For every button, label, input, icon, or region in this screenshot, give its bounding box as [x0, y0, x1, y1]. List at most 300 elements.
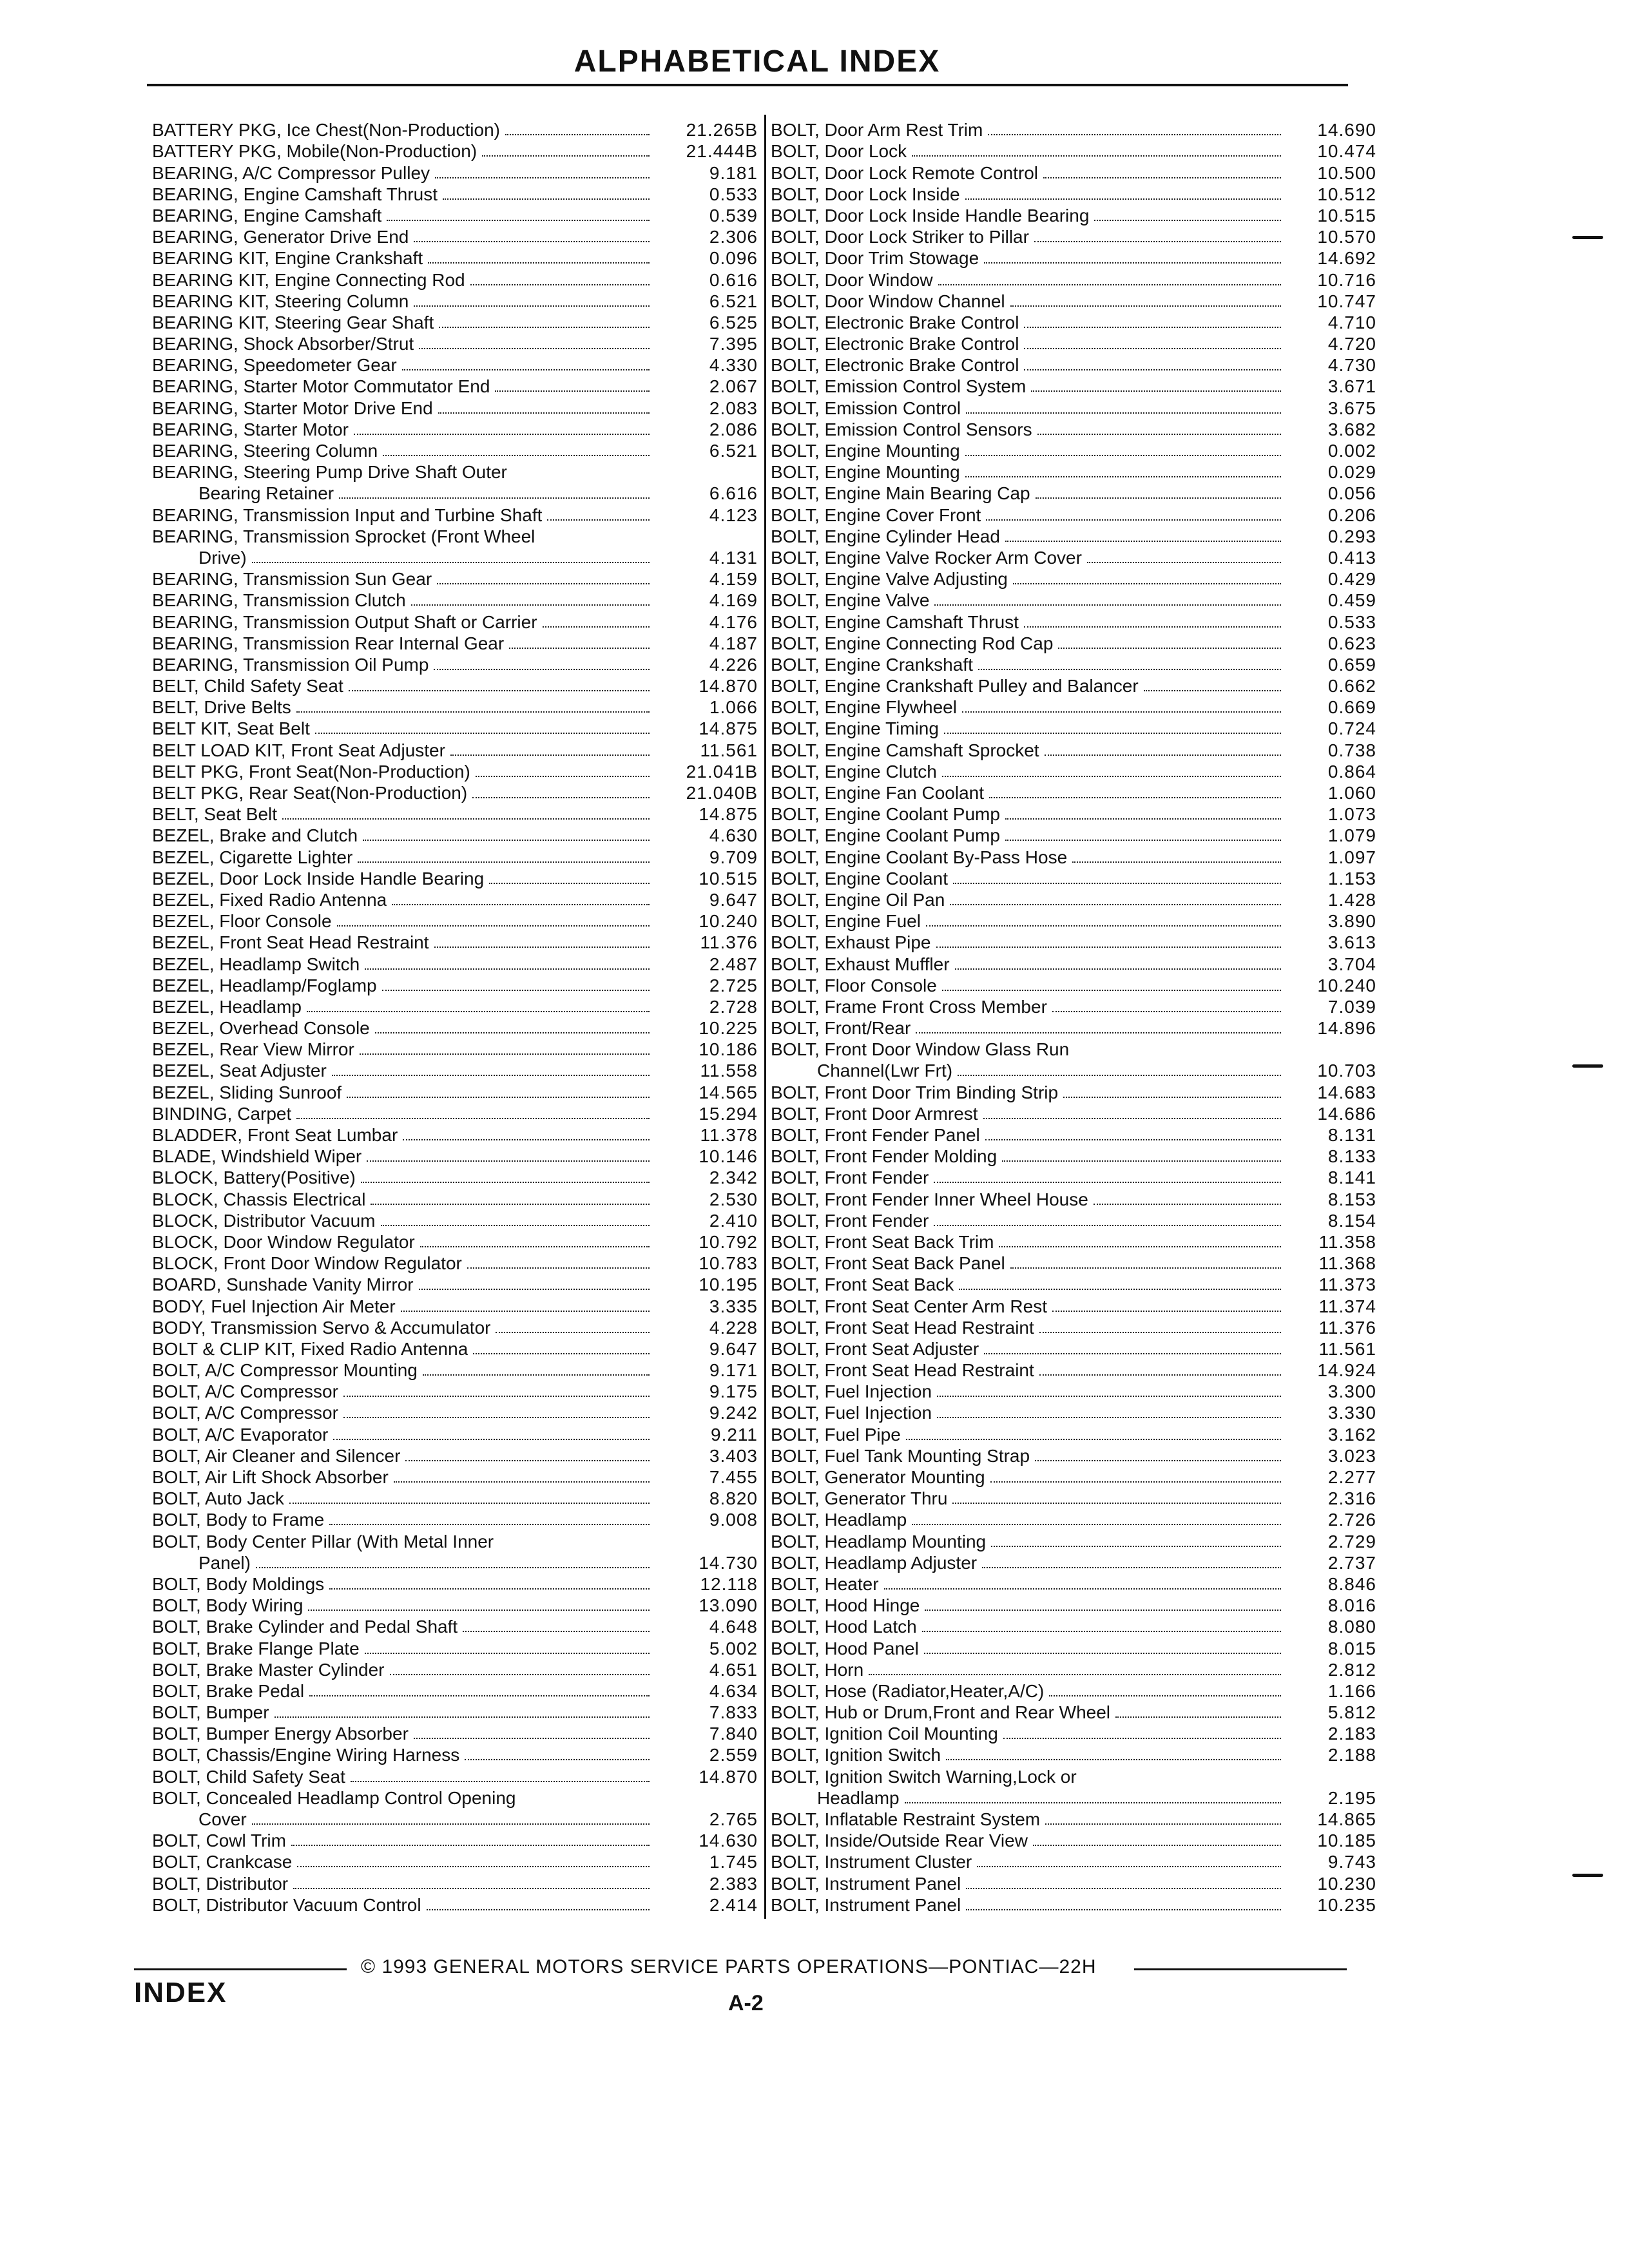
entry-page-reference: 2.342 [709, 1168, 758, 1188]
dot-leader [984, 1353, 1281, 1354]
entry-page-reference: 10.240 [699, 911, 758, 932]
dot-leader [965, 476, 1281, 477]
entry-name: BATTERY PKG, Ice Chest(Non-Production) [152, 120, 500, 140]
index-entry [152, 739, 758, 760]
index-entry [771, 1295, 1376, 1316]
dot-leader [329, 1524, 650, 1525]
dot-leader [403, 1139, 650, 1140]
entry-name: BOLT, Engine Valve Adjusting [771, 569, 1008, 590]
dot-leader [337, 925, 650, 927]
index-entry [152, 611, 758, 632]
entry-name: BOLT, Engine Coolant Pump [771, 825, 1000, 846]
entry-name: BEZEL, Brake and Clutch [152, 825, 358, 846]
entry-page-reference: 8.153 [1327, 1189, 1376, 1209]
index-entry [771, 291, 1376, 312]
index-entry [152, 1081, 758, 1102]
index-entry [771, 1253, 1376, 1274]
entry-page-reference: 7.395 [709, 334, 758, 354]
index-entry [771, 354, 1376, 376]
entry-page-reference: 21.040B [686, 783, 758, 803]
entry-page-reference: 9.709 [709, 847, 758, 867]
entry-name: BEARING, Transmission Output Shaft or Carrier [152, 611, 537, 632]
entry-name: BOLT, Ignition Coil Mounting [771, 1724, 998, 1744]
entry-name: BOLT, Front Door Window Glass Run [771, 1039, 1070, 1060]
dot-leader [363, 840, 650, 841]
entry-name: BOLT, Front Seat Back [771, 1274, 954, 1295]
dot-leader [1024, 369, 1281, 370]
entry-page-reference: 4.169 [709, 590, 758, 611]
entry-name: BOLT, Engine Valve [771, 590, 930, 611]
index-entry [152, 1809, 758, 1830]
index-entry [152, 1659, 758, 1680]
entry-name: BLOCK, Door Window Regulator [152, 1231, 415, 1252]
index-entry [152, 1274, 758, 1295]
entry-page-reference: 9.171 [709, 1360, 758, 1381]
entry-page-reference: 14.924 [1317, 1360, 1376, 1381]
entry-page-reference: 1.066 [709, 697, 758, 718]
entry-name: BOLT, Emission Control System [771, 376, 1027, 397]
entry-name: BOLT, Engine Valve Rocker Arm Cover [771, 547, 1082, 568]
entry-page-reference: 3.335 [709, 1296, 758, 1316]
entry-page-reference: 10.146 [699, 1146, 758, 1167]
entry-page-reference: 3.023 [1327, 1445, 1376, 1466]
right-entry-list [771, 119, 1376, 1916]
entry-name: BEARING, Steering Pump Drive Shaft Outer [152, 462, 507, 483]
dot-leader [966, 1888, 1281, 1889]
dot-leader [419, 1289, 650, 1290]
dot-leader [1094, 1204, 1281, 1205]
entry-page-reference: 2.277 [1327, 1467, 1376, 1487]
entry-name: BOLT, Crankcase [152, 1852, 293, 1872]
entry-name: BODY, Transmission Servo & Accumulator [152, 1317, 491, 1338]
dot-leader [434, 669, 650, 670]
index-entry [771, 910, 1376, 932]
index-entry [152, 1146, 758, 1167]
index-entry [771, 1381, 1376, 1402]
entry-name: BOLT, Front Seat Adjuster [771, 1338, 979, 1359]
entry-name: BOLT, Front Fender Inner Wheel House [771, 1189, 1088, 1209]
index-entry [152, 1231, 758, 1253]
entry-name: BOLT, Engine Fan Coolant [771, 783, 985, 803]
index-entry [771, 1039, 1376, 1060]
entry-name: BOLT, Engine Cylinder Head [771, 526, 1000, 546]
dot-leader [952, 1503, 1281, 1504]
dot-leader [252, 562, 650, 563]
dot-leader [942, 776, 1281, 777]
index-entry [152, 1637, 758, 1658]
entry-page-reference: 3.671 [1327, 376, 1376, 397]
entry-name: BEARING, Transmission Input and Turbine Shaft [152, 505, 543, 525]
entry-page-reference: 3.682 [1327, 419, 1376, 439]
entry-name: BEARING, Transmission Sprocket (Front Wheel [152, 526, 535, 546]
entry-page-reference: 1.153 [1327, 868, 1376, 889]
entry-page-reference: 0.724 [1327, 718, 1376, 739]
entry-page-reference: 15.294 [699, 1103, 758, 1124]
index-entry [152, 1402, 758, 1423]
entry-page-reference: 11.376 [700, 932, 758, 953]
dot-leader [401, 1311, 650, 1312]
entry-page-reference: 14.565 [699, 1082, 758, 1102]
entry-page-reference: 0.413 [1327, 547, 1376, 568]
index-entry [152, 1317, 758, 1338]
entry-name: BOLT, Engine Flywheel [771, 697, 957, 718]
entry-name: BOLT, Horn [771, 1659, 864, 1680]
entry-name: BOLT, Front/Rear [771, 1018, 911, 1039]
entry-page-reference: 8.820 [709, 1488, 758, 1509]
scan-edge-mark [1572, 236, 1603, 239]
index-entry [152, 1702, 758, 1723]
entry-name: BEZEL, Sliding Sunroof [152, 1082, 342, 1102]
index-entry [152, 1530, 758, 1552]
entry-page-reference: 10.515 [1317, 205, 1376, 226]
column-divider [764, 115, 766, 1919]
index-entry [771, 1680, 1376, 1702]
entry-page-reference: 11.373 [1318, 1274, 1376, 1295]
entry-name: BOLT, Chassis/Engine Wiring Harness [152, 1745, 460, 1765]
entry-name: BOLT, Hose (Radiator,Heater,A/C) [771, 1680, 1045, 1701]
index-entry [771, 440, 1376, 461]
entry-name: BOLT & CLIP KIT, Fixed Radio Antenna [152, 1338, 468, 1359]
dot-leader [367, 1160, 650, 1162]
dot-leader [958, 1075, 1281, 1076]
entry-page-reference: 11.358 [1318, 1231, 1376, 1252]
index-entry [771, 1402, 1376, 1423]
index-entry [771, 1509, 1376, 1530]
index-entry [152, 1573, 758, 1595]
dot-leader [925, 1610, 1281, 1611]
entry-name: BOLT, Engine Mounting [771, 441, 960, 461]
dot-leader [944, 733, 1281, 734]
entry-page-reference: 9.647 [709, 889, 758, 910]
entry-page-reference: 4.330 [709, 355, 758, 376]
entry-name: BOLT, Distributor [152, 1873, 289, 1894]
dot-leader [965, 455, 1281, 456]
dot-leader [869, 1674, 1281, 1675]
index-entry [152, 526, 758, 547]
dot-leader [1052, 1311, 1281, 1312]
index-entry [152, 1851, 758, 1872]
scan-edge-mark [1572, 1064, 1603, 1068]
entry-name: BOLT, Engine Camshaft Thrust [771, 611, 1019, 632]
entry-name: BEZEL, Rear View Mirror [152, 1039, 354, 1060]
entry-page-reference: 2.812 [1327, 1659, 1376, 1680]
dot-leader [966, 412, 1281, 414]
dot-leader [329, 1588, 650, 1590]
index-entry [771, 1787, 1376, 1809]
entry-page-reference: 2.728 [709, 996, 758, 1017]
entry-name: BEZEL, Headlamp Switch [152, 954, 360, 974]
dot-leader [435, 177, 650, 178]
entry-name: BOLT, Engine Crankshaft Pulley and Balancer [771, 676, 1139, 697]
index-entry [152, 1552, 758, 1573]
dot-leader [296, 1118, 650, 1119]
index-entry [771, 1830, 1376, 1851]
index-entry [771, 1360, 1376, 1381]
dot-leader [476, 776, 650, 777]
entry-name: BOLT, Front Fender [771, 1168, 929, 1188]
index-entry [152, 975, 758, 996]
index-entry [152, 483, 758, 504]
dot-leader [988, 134, 1281, 135]
entry-name: BOLT, Instrument Panel [771, 1873, 961, 1894]
dot-leader [946, 1759, 1281, 1760]
entry-name: BOLT, Instrument Cluster [771, 1852, 972, 1872]
index-entry [771, 205, 1376, 226]
dot-leader [381, 1225, 650, 1226]
index-entry [771, 739, 1376, 760]
entry-name: BOLT, Engine Timing [771, 718, 939, 739]
index-entry [771, 1488, 1376, 1509]
dot-leader [934, 1225, 1281, 1226]
dot-leader [1035, 1460, 1281, 1461]
index-entry [152, 590, 758, 611]
dot-leader [984, 262, 1281, 264]
index-entry [152, 953, 758, 974]
index-entry [152, 312, 758, 333]
index-entry [152, 889, 758, 910]
entry-name: BOLT, Fuel Injection [771, 1381, 932, 1402]
entry-page-reference: 10.515 [699, 868, 758, 889]
entry-page-reference: 2.183 [1327, 1724, 1376, 1744]
entry-page-reference: 4.710 [1327, 312, 1376, 332]
dot-leader [489, 883, 650, 884]
dot-leader [1039, 1332, 1281, 1333]
dot-leader [1043, 177, 1281, 178]
dot-leader [884, 1588, 1281, 1590]
entry-page-reference: 3.613 [1327, 932, 1376, 953]
dot-leader [470, 284, 650, 285]
entry-name: BOLT, Engine Coolant [771, 868, 948, 889]
dot-leader [509, 648, 650, 649]
entry-name: BEARING, Generator Drive End [152, 227, 409, 247]
index-entry [152, 1830, 758, 1851]
dot-leader [443, 198, 650, 200]
index-entry [771, 1146, 1376, 1167]
entry-page-reference: 14.683 [1317, 1082, 1376, 1102]
dot-leader [358, 861, 650, 863]
entry-name: BEARING, Speedometer Gear [152, 355, 397, 376]
entry-page-reference: 2.195 [1327, 1787, 1376, 1808]
entry-name: BOLT, Door Lock [771, 141, 907, 162]
index-entry [771, 761, 1376, 782]
entry-name: BOLT, A/C Compressor Mounting [152, 1360, 418, 1381]
entry-name: BEARING, Transmission Oil Pump [152, 654, 429, 675]
entry-name: Headlamp [817, 1787, 900, 1808]
entry-name: BEZEL, Overhead Console [152, 1018, 370, 1039]
dot-leader [959, 1289, 1281, 1290]
entry-page-reference: 9.211 [711, 1424, 758, 1445]
index-entry [152, 1381, 758, 1402]
dot-leader [955, 968, 1281, 970]
entry-page-reference: 0.206 [1327, 505, 1376, 525]
entry-name: BOLT, Ignition Switch [771, 1745, 941, 1765]
entry-page-reference: 4.730 [1327, 355, 1376, 376]
entry-name: Panel) [198, 1552, 251, 1573]
entry-name: BOLT, Front Fender Panel [771, 1125, 980, 1145]
dot-leader [296, 711, 650, 713]
section-label: INDEX [134, 1977, 227, 2008]
index-entry [771, 1103, 1376, 1124]
dot-leader [275, 1716, 650, 1718]
entry-page-reference: 8.133 [1327, 1146, 1376, 1167]
dot-leader [349, 690, 650, 691]
dot-leader [333, 1439, 650, 1440]
index-entry [152, 932, 758, 953]
entry-page-reference: 5.812 [1327, 1702, 1376, 1723]
entry-name: BOLT, Front Seat Back Trim [771, 1231, 994, 1252]
index-entry [152, 1210, 758, 1231]
entry-page-reference: 0.533 [1327, 611, 1376, 632]
dot-leader [912, 1524, 1281, 1525]
index-entry [771, 226, 1376, 247]
entry-page-reference: 4.651 [709, 1659, 758, 1680]
entry-name: BOLT, Hood Panel [771, 1638, 919, 1658]
index-entry [152, 568, 758, 590]
entry-page-reference: 12.118 [700, 1573, 758, 1594]
entry-page-reference: 10.195 [699, 1274, 758, 1295]
dot-leader [390, 1674, 650, 1675]
entry-name: BOLT, Door Window Channel [771, 291, 1005, 311]
index-entry [771, 1317, 1376, 1338]
dot-leader [1087, 562, 1281, 563]
footer-rule-right [1134, 1968, 1347, 1970]
entry-page-reference: 6.525 [709, 312, 758, 332]
entry-name: BOLT, Fuel Tank Mounting Strap [771, 1445, 1030, 1466]
index-entry [771, 184, 1376, 205]
dot-leader [1063, 1097, 1281, 1098]
dot-leader [1003, 1738, 1281, 1739]
entry-name: BOLT, Headlamp [771, 1510, 907, 1530]
entry-page-reference: 10.703 [1317, 1061, 1376, 1081]
index-entry [152, 1017, 758, 1039]
entry-name: BOLT, Bumper Energy Absorber [152, 1724, 409, 1744]
entry-name: BOARD, Sunshade Vanity Mirror [152, 1274, 414, 1295]
entry-page-reference: 6.521 [709, 291, 758, 311]
entry-page-reference: 11.561 [700, 740, 758, 760]
entry-name: BOLT, Headlamp Mounting [771, 1531, 987, 1552]
entry-name: BOLT, Engine Fuel [771, 911, 921, 932]
entry-name: BOLT, Front Seat Head Restraint [771, 1317, 1034, 1338]
index-entry [771, 419, 1376, 440]
dot-leader [922, 1631, 1281, 1632]
index-entry [771, 376, 1376, 397]
entry-page-reference: 2.316 [1327, 1488, 1376, 1509]
entry-name: BOLT, Inflatable Restraint System [771, 1809, 1041, 1829]
index-entry [152, 547, 758, 568]
index-entry [771, 1744, 1376, 1765]
entry-page-reference: 4.123 [709, 505, 758, 525]
index-entry [152, 1295, 758, 1316]
entry-page-reference: 8.080 [1327, 1617, 1376, 1637]
index-entry [771, 1081, 1376, 1102]
entry-name: BOLT, Brake Pedal [152, 1680, 305, 1701]
dot-leader [1010, 305, 1281, 307]
entry-name: BOLT, Door Lock Inside [771, 184, 960, 204]
entry-name: Channel(Lwr Frt) [817, 1061, 953, 1081]
entry-name: BOLT, Engine Camshaft Sprocket [771, 740, 1039, 760]
index-entry [771, 312, 1376, 333]
index-entry [152, 140, 758, 162]
entry-name: BEARING KIT, Engine Connecting Rod [152, 269, 465, 290]
entry-name: BOLT, Exhaust Muffler [771, 954, 950, 974]
entry-name: BEZEL, Seat Adjuster [152, 1061, 327, 1081]
index-entry [152, 119, 758, 140]
index-entry [771, 119, 1376, 140]
index-entry [152, 440, 758, 461]
entry-page-reference: 11.558 [700, 1061, 758, 1081]
entry-page-reference: 8.015 [1327, 1638, 1376, 1658]
index-entry [152, 1060, 758, 1081]
entry-name: BELT PKG, Rear Seat(Non-Production) [152, 783, 468, 803]
index-entry [771, 1595, 1376, 1616]
index-entry [152, 782, 758, 803]
entry-page-reference: 14.690 [1317, 120, 1376, 140]
dot-leader [990, 1481, 1281, 1483]
index-entry [152, 162, 758, 183]
index-entry [771, 140, 1376, 162]
index-entry [771, 1765, 1376, 1787]
entry-name: BEARING KIT, Steering Gear Shaft [152, 312, 434, 332]
index-entry [152, 1595, 758, 1616]
index-entry [771, 590, 1376, 611]
entry-page-reference: 10.512 [1317, 184, 1376, 204]
entry-name: BOLT, Frame Front Cross Member [771, 996, 1047, 1017]
entry-page-reference: 13.090 [699, 1595, 758, 1616]
index-entry [152, 1680, 758, 1702]
entry-name: BOLT, Emission Control [771, 398, 961, 418]
entry-page-reference: 0.096 [709, 248, 758, 269]
index-entry [152, 1894, 758, 1916]
entry-name: BOLT, Emission Control Sensors [771, 419, 1032, 439]
index-entry [152, 1488, 758, 1509]
entry-page-reference: 7.455 [709, 1467, 758, 1487]
entry-page-reference: 2.067 [709, 376, 758, 397]
entry-page-reference: 14.630 [699, 1831, 758, 1851]
entry-name: BOLT, Fuel Injection [771, 1403, 932, 1423]
entry-page-reference: 9.743 [1327, 1852, 1376, 1872]
index-entry [771, 1659, 1376, 1680]
entry-page-reference: 14.870 [699, 676, 758, 697]
dot-leader [467, 1267, 650, 1269]
index-entry [771, 483, 1376, 504]
entry-page-reference: 2.083 [709, 398, 758, 418]
entry-name: BOLT, Body Moldings [152, 1573, 325, 1594]
entry-page-reference: 21.444B [686, 141, 758, 162]
dot-leader [289, 1503, 650, 1504]
entry-page-reference: 0.002 [1327, 441, 1376, 461]
entry-page-reference: 14.875 [699, 804, 758, 825]
entry-name: BOLT, Engine Cover Front [771, 505, 981, 525]
entry-name: BELT, Seat Belt [152, 804, 278, 825]
dot-leader [394, 1481, 650, 1483]
index-entry [771, 333, 1376, 354]
entry-name: BOLT, Engine Main Bearing Cap [771, 483, 1030, 504]
entry-page-reference: 10.186 [699, 1039, 758, 1060]
index-entry [152, 1188, 758, 1209]
dot-leader [361, 1182, 650, 1183]
dot-leader [1052, 1011, 1281, 1012]
dot-leader [354, 434, 650, 435]
dot-leader [1036, 497, 1281, 499]
dot-leader [965, 198, 1281, 200]
dot-leader [1033, 1845, 1281, 1846]
entry-name: Cover [198, 1809, 247, 1829]
entry-page-reference: 4.228 [709, 1317, 758, 1338]
entry-name: BOLT, A/C Compressor [152, 1403, 338, 1423]
dot-leader [496, 1332, 650, 1333]
index-entry [771, 1338, 1376, 1360]
entry-name: BOLT, Concealed Headlamp Control Opening [152, 1787, 516, 1808]
